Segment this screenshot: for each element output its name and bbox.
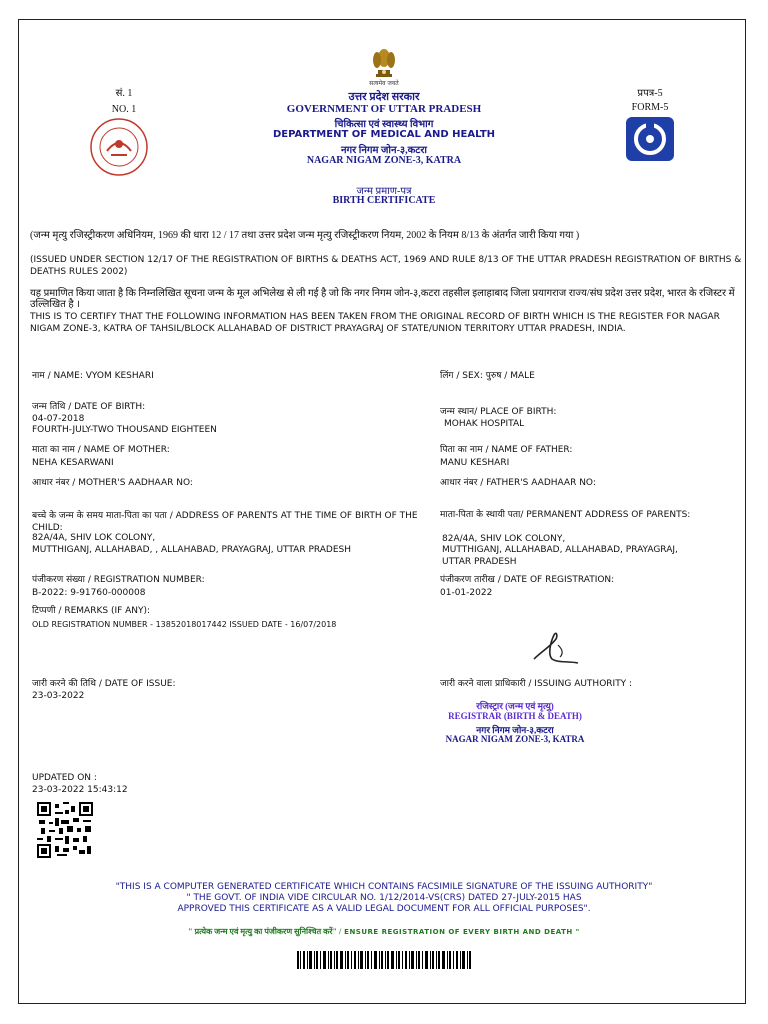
issued-under-en: (ISSUED UNDER SECTION 12/17 OF THE REGISTRATION OF BIRTHS & DEATHS ACT, 1969 AND RULE 8/13 OF THE UTTAR PRADESH REGISTRATION OF BIRTHS & DEATHS RULES 2002) [30, 255, 742, 277]
father-aadhaar-en: FATHER'S AADHAAR NO: [483, 478, 596, 488]
footer-line1: "THIS IS A COMPUTER GENERATED CERTIFICATE WHICH CONTAINS FACSIMILE SIGNATURE OF THE ISSUING AUTHORITY" [115, 882, 653, 892]
dob-label-hi: जन्म तिथि [32, 402, 66, 412]
address-perm-line3: UTTAR PRADESH [442, 557, 517, 567]
reg-no-label-en: / REGISTRATION NUMBER: [84, 575, 205, 585]
signature-icon [528, 625, 584, 669]
pob-label-en: / PLACE OF BIRTH: [474, 407, 557, 417]
name-label-en: / NAME: [44, 371, 86, 381]
mother-aadhaar-field [32, 478, 412, 489]
issue-date-field [32, 679, 412, 690]
emblem-caption: सत्यमेव जयते [369, 80, 399, 87]
crs-logo-icon [626, 117, 674, 161]
name-label-hi: नाम [32, 371, 45, 381]
dept-hi: चिकित्सा एवं स्वास्थ्य विभाग [334, 119, 434, 130]
registrar-hi: रजिस्ट्रार (जन्म एवं मृत्यु) [476, 701, 554, 711]
reg-date-field [440, 575, 740, 586]
reg-date-label-hi: पंजीकरण तारीख [440, 575, 495, 585]
remarks-value: OLD REGISTRATION NUMBER - 13852018017442 ISSUED DATE - 16/07/2018 [32, 620, 337, 629]
mother-aadhaar-hi: आधार नंबर / [32, 478, 76, 488]
father-label-hi: पिता का नाम [440, 445, 483, 455]
issuing-authority-en: ISSUING AUTHORITY : [531, 679, 633, 689]
mother-label-en: / NAME OF MOTHER: [74, 445, 170, 455]
reg-date-label-en: / DATE OF REGISTRATION: [494, 575, 615, 585]
sex-value-en: / MALE [501, 371, 535, 381]
mother-value: NEHA KESARWANI [32, 458, 114, 468]
father-label-en: / NAME OF FATHER: [482, 445, 573, 455]
address-perm-hi: माता-पिता के स्थायी पता [440, 510, 521, 520]
mother-aadhaar-en: MOTHER'S AADHAAR NO: [75, 478, 193, 488]
certify-en: THIS IS TO CERTIFY THAT THE FOLLOWING INFORMATION HAS BEEN TAKEN FROM THE ORIGINAL RECORD OF BIRTH WHICH IS THE REGISTER FOR NAGAR NIGAM ZONE-3, KATRA OF TAHSIL/BLOCK ALLAHABAD OF DISTRICT PRAYAGRAJ OF STATE/UNION TERRITORY UTTAR PRADESH, INDIA. [30, 312, 720, 334]
father-aadhaar-field [440, 478, 740, 489]
footer-line2: " THE GOVT. OF INDIA VIDE CIRCULAR NO. 1/12/2014-VS(CRS) DATED 27-JULY-2015 HAS [186, 893, 582, 903]
pob-field [440, 407, 740, 418]
dob-label-en: / DATE OF BIRTH: [65, 402, 146, 412]
pob-value: MOHAK HOSPITAL [444, 419, 525, 429]
ashoka-emblem-icon [366, 44, 402, 80]
issue-date-label-en: / DATE OF ISSUE: [95, 679, 176, 689]
registrar-office-hi: नगर निगम जोन-३,कटरा [476, 725, 554, 735]
sex-label-hi: लिंग [440, 371, 454, 381]
title-hi: जन्म प्रमाण-पत्र [356, 186, 412, 197]
slogan-en: ENSURE REGISTRATION OF EVERY BIRTH AND DEATH " [341, 928, 580, 936]
name-value: VYOM KESHARI [85, 371, 154, 381]
dob-value: 04-07-2018 [32, 414, 85, 424]
address-perm-line1: 82A/4A, SHIV LOK COLONY, [442, 534, 566, 544]
footer-slogan [40, 926, 728, 938]
address-birth-line2: MUTTHIGANJ, ALLAHABAD, , ALLAHABAD, PRAYAGRAJ, UTTAR PRADESH [32, 545, 352, 555]
address-birth-en: / ADDRESS OF PARENTS AT THE TIME OF BIRTH OF THE CHILD: [32, 511, 418, 533]
dob-field [32, 402, 412, 413]
reg-no-field [32, 575, 412, 586]
address-birth-hi: बच्चे के जन्म के समय माता-पिता का पता [32, 511, 167, 521]
name-field [32, 371, 412, 382]
up-government-seal-icon [89, 117, 149, 177]
remarks-label-en: / REMARKS (IF ANY): [55, 606, 151, 616]
form-hi: प्रपत्र-5 [637, 88, 663, 99]
remarks-label-hi: टिप्पणी [32, 606, 56, 616]
sex-label-en: / SEX: [453, 371, 486, 381]
address-perm-field [440, 510, 740, 521]
issuing-authority-hi: जारी करने वाला प्राधिकारी / [440, 679, 532, 689]
registrar-en: REGISTRAR (BIRTH & DEATH) [448, 711, 582, 721]
father-value: MANU KESHARI [440, 458, 510, 468]
father-field [440, 445, 740, 456]
updated-label: UPDATED ON : [32, 773, 97, 783]
mother-label-hi: माता का नाम [32, 445, 75, 455]
gov-hi: उत्तर प्रदेश सरकार [348, 91, 420, 103]
serial-hi: सं. 1 [115, 88, 133, 99]
dob-words: FOURTH-JULY-TWO THOUSAND EIGHTEEN [32, 425, 217, 435]
office-hi: नगर निगम जोन-३,कटरा [340, 145, 427, 156]
updated-value: 23-03-2022 15:43:12 [32, 785, 128, 795]
issue-date-label-hi: जारी करने की तिथि [32, 679, 96, 689]
address-perm-en: / PERMANENT ADDRESS OF PARENTS: [520, 510, 691, 520]
office-en: NAGAR NIGAM ZONE-3, KATRA [306, 155, 462, 166]
qr-code-icon [37, 802, 93, 858]
father-aadhaar-hi: आधार नंबर / [440, 478, 484, 488]
reg-no-label-hi: पंजीकरण संख्या [32, 575, 85, 585]
reg-date-value: 01-01-2022 [440, 588, 493, 598]
issuing-authority-field [440, 679, 740, 690]
certify-hi: यह प्रमाणित किया जाता है कि निम्नलिखित सूचना जन्म के मूल अभिलेख से ली गई है जो कि नगर निगम जोन-३,कटरा तहसील इलाहाबाद जिला प्रयागराज राज्य/संघ प्रदेश उत्तर प्रदेश, भारत के रजिस्टर में उल्लिखित है । [30, 288, 735, 310]
sex-field [440, 371, 740, 382]
address-birth-field [32, 510, 432, 534]
registrar-office-en: NAGAR NIGAM ZONE-3, KATRA [445, 734, 585, 744]
form-en: FORM-5 [631, 102, 669, 113]
barcode-icon [297, 951, 472, 969]
reg-no-value: B-2022: 9-91760-000008 [32, 588, 146, 598]
dept-en: DEPARTMENT OF MEDICAL AND HEALTH [272, 129, 496, 140]
issued-under-hi: (जन्म मृत्यु रजिस्ट्रीकरण अधिनियम, 1969 की धारा 12 / 17 तथा उत्तर प्रदेश जन्म मृत्यु रजिस्ट्रीकरण नियम, 2002 के नियम 8/13 के अंतर्गत जारी किया गया ) [30, 230, 580, 241]
gov-en: GOVERNMENT OF UTTAR PRADESH [286, 103, 482, 115]
address-perm-line2: MUTTHIGANJ, ALLAHABAD, ALLAHABAD, PRAYAGRAJ, [442, 545, 678, 555]
remarks-field [32, 606, 532, 617]
footer-line3: APPROVED THIS CERTIFICATE AS A VALID LEGAL DOCUMENT FOR ALL OFFICIAL PURPOSES". [177, 904, 591, 914]
serial-en: NO. 1 [111, 104, 137, 115]
title-en: BIRTH CERTIFICATE [332, 195, 436, 206]
slogan-hi: " प्रत्येक जन्म एवं मृत्यु का पंजीकरण सुनिश्चित करें" / [188, 927, 342, 936]
sex-value-hi: पुरुष [485, 371, 502, 381]
mother-field [32, 445, 412, 456]
address-birth-line1: 82A/4A, SHIV LOK COLONY, [32, 533, 156, 543]
issue-date-value: 23-03-2022 [32, 691, 85, 701]
pob-label-hi: जन्म स्थान [440, 407, 475, 417]
